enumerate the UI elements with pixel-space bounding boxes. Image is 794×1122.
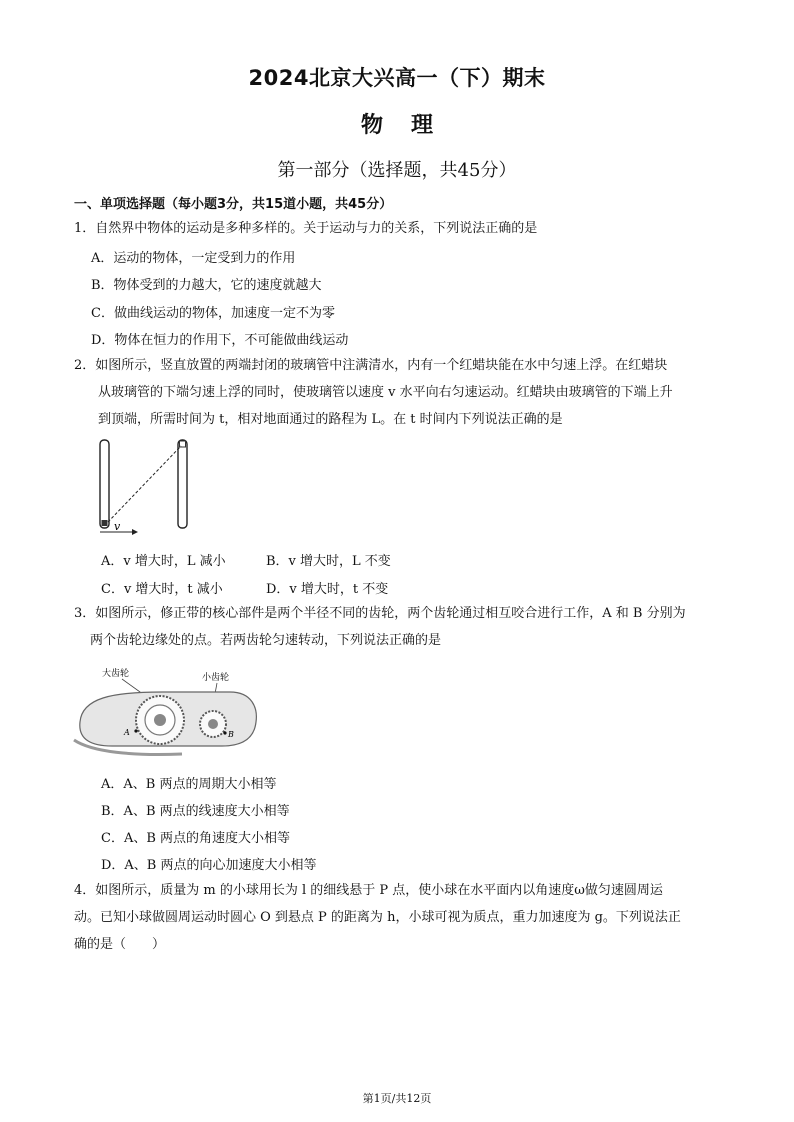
part-heading: 第一部分（选择题，共45分） — [277, 160, 517, 181]
question-3-stem-line-1: 3．如图所示，修正带的核心部件是两个半径不同的齿轮，两个齿轮通过相互咬合进行工作，A 和 B 分别为 — [74, 606, 686, 621]
q1-option-a: A．运动的物体，一定受到力的作用 — [91, 251, 296, 266]
subject-title: 物理 — [360, 113, 461, 138]
q1-option-c: C．做曲线运动的物体，加速度一定不为零 — [91, 306, 335, 321]
point-a — [134, 729, 137, 732]
big-gear-label: 大齿轮 — [102, 669, 130, 679]
small-gear-center — [208, 719, 218, 729]
q1-option-d: D．物体在恒力的作用下，不可能做曲线运动 — [91, 333, 349, 348]
path-line — [108, 446, 181, 522]
question-2-stem-line-3: 到顶端，所需时间为 t，相对地面通过的路程为 L。在 t 时间内下列说法正确的是 — [98, 412, 563, 427]
glass-tube-figure — [92, 436, 202, 536]
wax-block-bottom — [102, 520, 108, 526]
left-tube — [100, 440, 109, 528]
section-heading: 一、单项选择题（每小题3分，共15道小题，共45分） — [74, 197, 393, 212]
q2-option-a: A．v 增大时，L 减小 — [101, 554, 226, 569]
question-4-stem-line-2: 动。已知小球做圆周运动时圆心 O 到悬点 P 的距离为 h，小球可视为质点，重力加速度为 g。下列说法正 — [74, 910, 681, 925]
question-4-stem-line-3: 确的是（ ） — [74, 937, 166, 952]
q3-option-a: A．A、B 两点的周期大小相等 — [101, 777, 277, 792]
point-a-label: A — [124, 728, 130, 737]
q3-option-b: B．A、B 两点的线速度大小相等 — [101, 804, 290, 819]
document-title: 2024北京大兴高一（下）期末 — [248, 66, 546, 90]
q3-option-d: D．A、B 两点的向心加速度大小相等 — [101, 858, 317, 873]
big-gear-center — [154, 714, 166, 726]
correction-tape-figure — [72, 660, 262, 760]
q2-option-b: B．v 增大时，L 不变 — [266, 554, 391, 569]
velocity-arrowhead — [132, 529, 138, 535]
question-4-stem-line-1: 4．如图所示，质量为 m 的小球用长为 l 的细线悬于 P 点，使小球在水平面内以角速度ω做匀速圆周运 — [74, 883, 663, 898]
point-b-label: B — [228, 730, 234, 739]
q2-option-c: C．v 增大时，t 减小 — [101, 582, 223, 597]
page-footer: 第1页/共12页 — [362, 1092, 432, 1105]
question-3-stem-line-2: 两个齿轮边缘处的点。若两齿轮匀速转动，下列说法正确的是 — [90, 633, 442, 648]
q3-option-c: C．A、B 两点的角速度大小相等 — [101, 831, 291, 846]
question-2-stem-line-1: 2．如图所示，竖直放置的两端封闭的玻璃管中注满清水，内有一个红蜡块能在水中匀速上浮。在红蜡块 — [74, 358, 668, 373]
small-gear-label: 小齿轮 — [202, 673, 230, 683]
velocity-label: v — [114, 520, 121, 533]
q2-option-d: D．v 增大时，t 不变 — [266, 582, 389, 597]
question-2-stem-line-2: 从玻璃管的下端匀速上浮的同时，使玻璃管以速度 v 水平向右匀速运动。红蜡块由玻璃管的下端上升 — [98, 385, 673, 400]
q1-option-b: B．物体受到的力越大，它的速度就越大 — [91, 278, 322, 293]
right-tube — [178, 440, 187, 528]
question-1-stem: 1．自然界中物体的运动是多种多样的。关于运动与力的关系，下列说法正确的是 — [74, 221, 538, 236]
wax-block-top — [180, 441, 186, 447]
point-b — [223, 731, 226, 734]
